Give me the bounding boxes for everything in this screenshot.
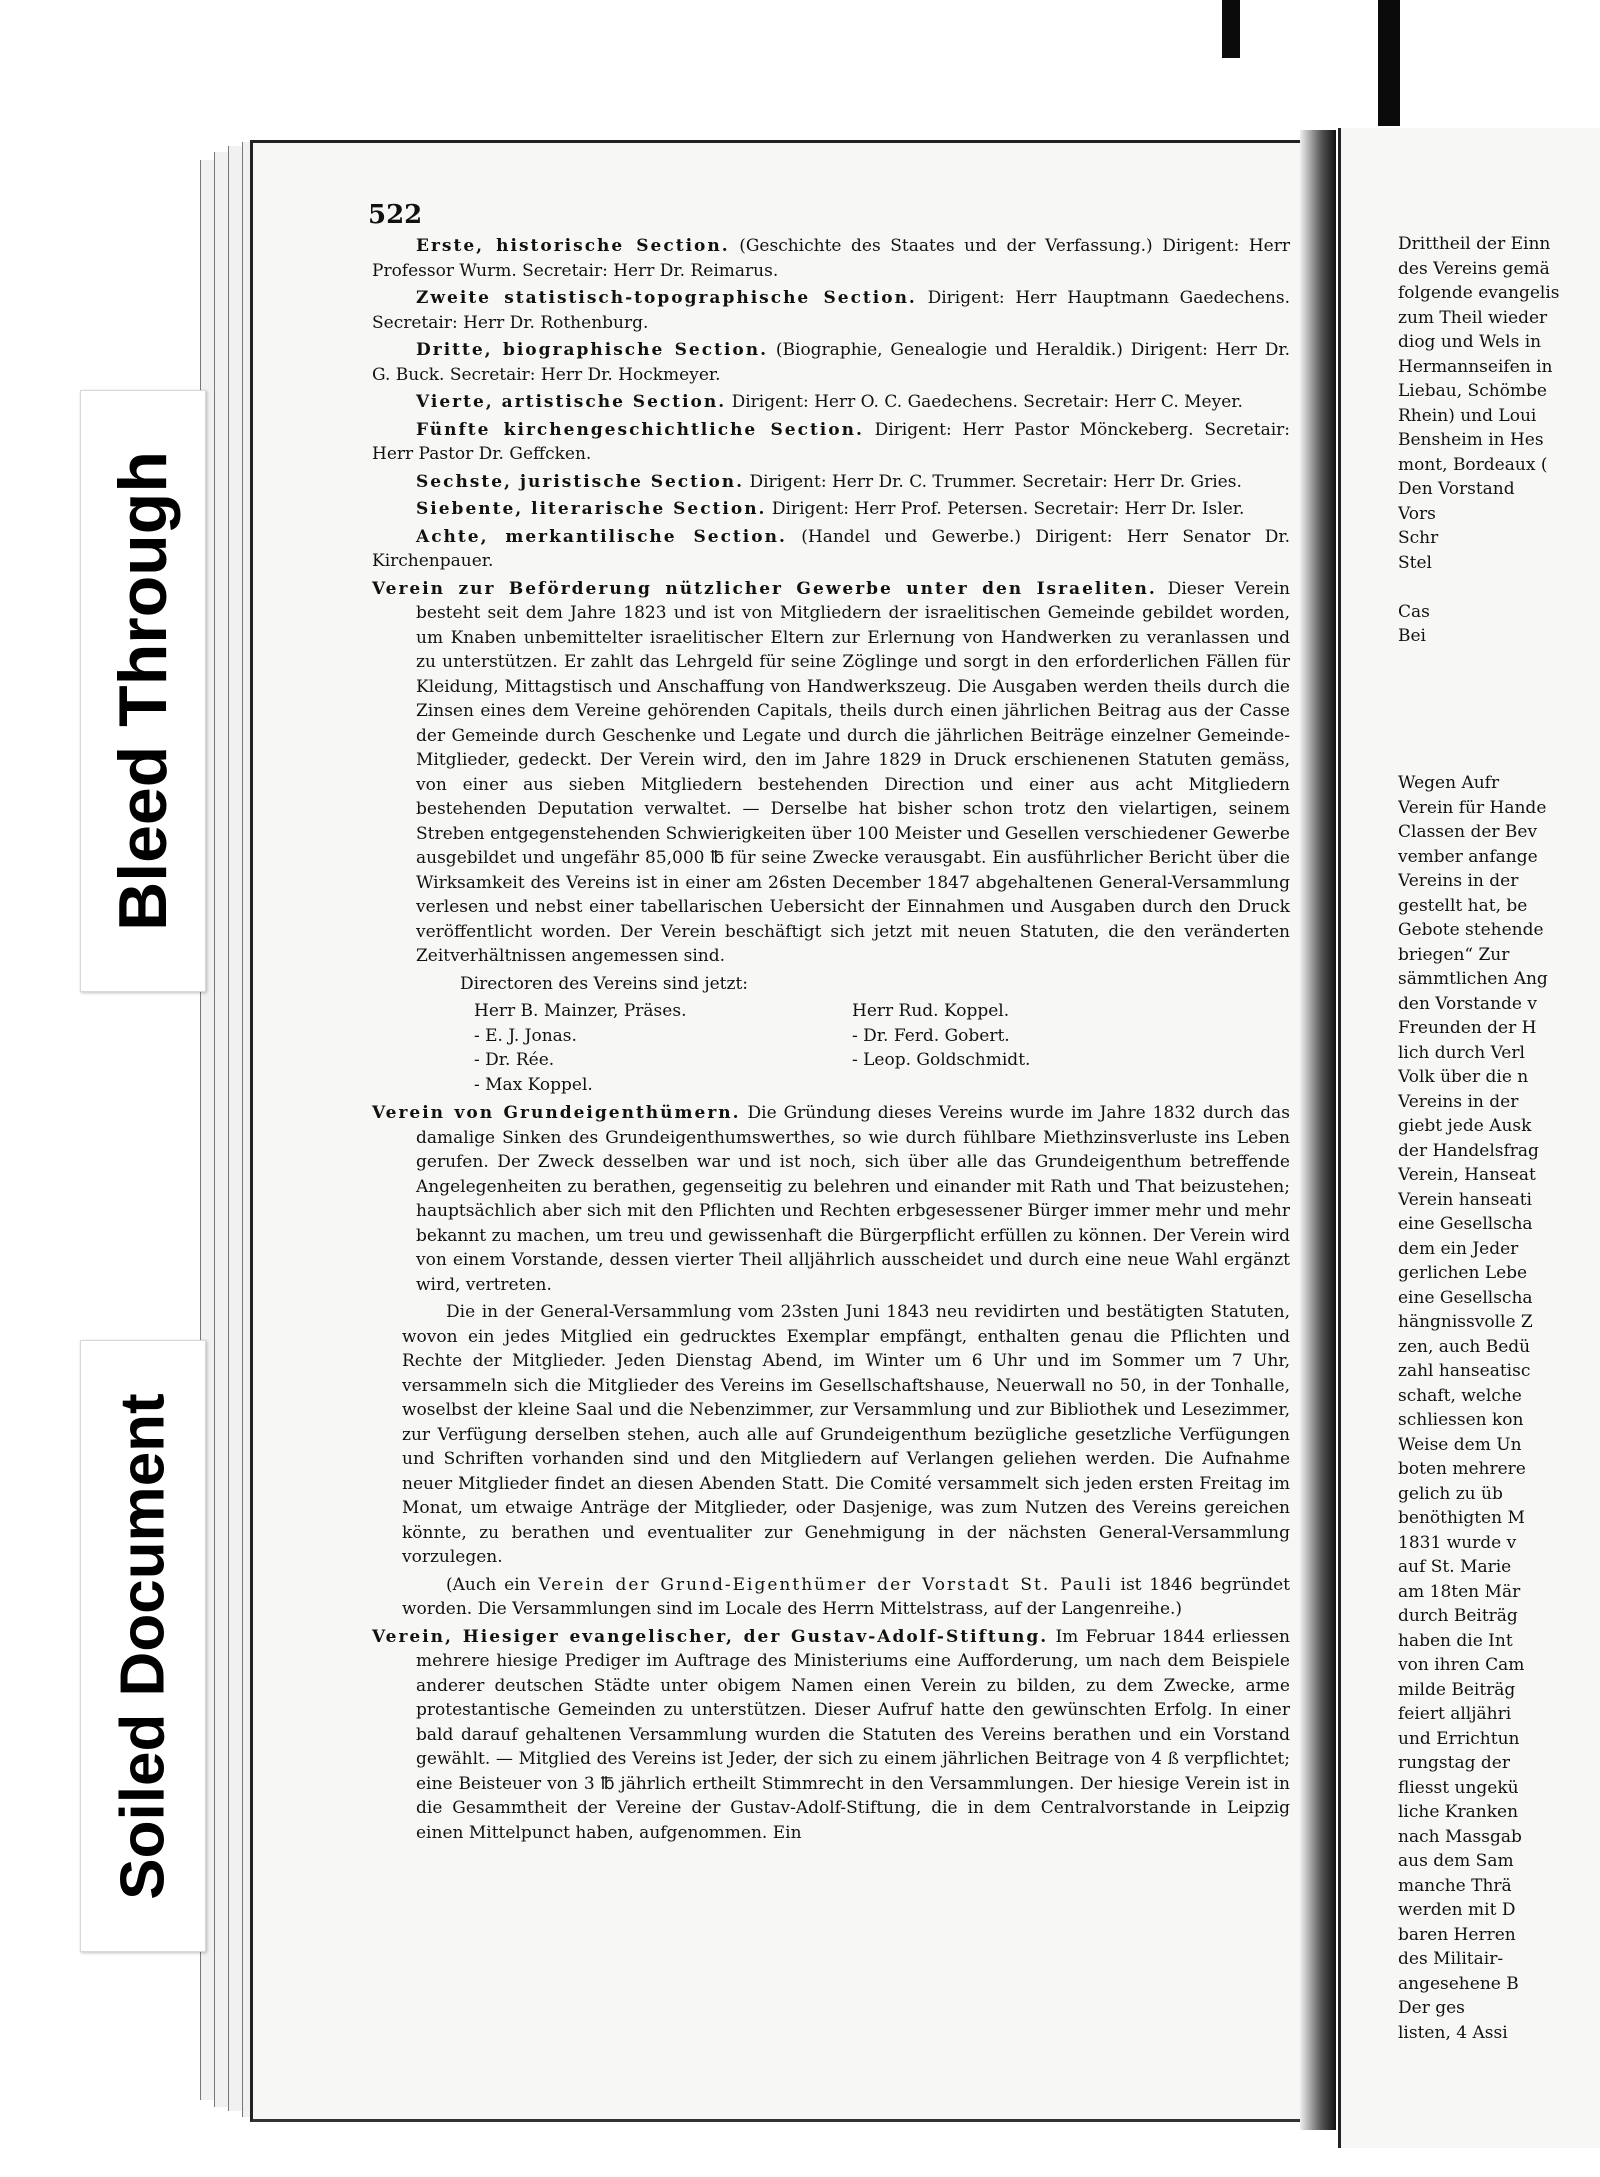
- right-page-line: vember anfange: [1398, 846, 1538, 867]
- right-page-line: eine Gesellscha: [1398, 1287, 1533, 1308]
- right-page-line: hängnissvolle Z: [1398, 1312, 1533, 1332]
- directors-list: [372, 999, 1290, 1097]
- bleed-through-label: Bleed Through: [105, 451, 182, 931]
- section-entry: [372, 525, 1290, 574]
- paragraph-text: (Auch ein: [446, 1574, 539, 1595]
- section-entry: [372, 338, 1290, 387]
- entry-body: Im Februar 1844 erliessen mehrere hiesige Prediger im Auftrage des Ministeriums eine Aufforderung, um nach dem Beispiele anderer deutschen Städte unter obigem Namen einen Verein zu bilden, zu dem Zwecke, arme protestantische Gemeinden zu unterstützen. Dieser Aufruf hatte den gewünschten Erfolg. In einer bald darauf gehaltenen Versammlung wurden die Statuten des Vereins berathen und ein Vorstand gewählt. — Mitglied des Vereins ist Jeder, der sich zu einem jährlichen Beitrage von 4 ß verpflichtet; eine Beisteuer von 3 ℔ jährlich ertheilt Stimmrecht in den Versammlungen. Der hiesige Verein ist in die Gesammtheit der Vereine der Gustav-Adolf-Stiftung, die in dem Centralvorstande in Leipzig einen Mittelpunct haben, aufgenommen. Ein: [416, 1626, 1290, 1843]
- section-title: Vierte, artistische Section.: [416, 392, 727, 412]
- right-page-line: zum Theil wieder: [1398, 307, 1548, 328]
- right-page-line: nach Massgab: [1398, 1826, 1522, 1847]
- right-page-line: gerlichen Lebe: [1398, 1263, 1528, 1283]
- right-page-line: Verein, Hanseat: [1398, 1165, 1536, 1185]
- section-details: (Handel und Gewerbe.) Dirigent: Herr Senator Dr. Kirchenpauer.: [372, 526, 1291, 571]
- right-page-line: 1831 wurde v: [1398, 1532, 1517, 1553]
- section-entry: [372, 234, 1290, 283]
- right-page-line: werden mit D: [1398, 1900, 1516, 1920]
- scanner-frame-top: [1222, 0, 1240, 58]
- right-page-line: fliesst ungekü: [1398, 1777, 1519, 1798]
- right-page-line: diog und Wels in: [1398, 332, 1542, 352]
- right-page-line: Verein hanseati: [1398, 1189, 1532, 1210]
- section-entry: [372, 390, 1290, 415]
- soiled-document-label: Soiled Document: [108, 1392, 178, 1900]
- directors-intro: Directoren des Vereins sind jetzt:: [460, 973, 749, 994]
- section-details: Dirigent: Herr Pastor Mönckeberg. Secretair: Herr Pastor Dr. Geffcken.: [372, 419, 1290, 464]
- right-page-line: des Militair-: [1398, 1949, 1504, 1969]
- right-page-line: benöthigten M: [1398, 1508, 1525, 1528]
- right-page-line: Den Vorstand: [1398, 479, 1515, 499]
- section-title: Fünfte kirchengeschichtliche Section.: [416, 419, 864, 440]
- page-text: [372, 234, 1290, 1848]
- section-details: (Geschichte des Staates und der Verfassung.) Dirigent: Herr Professor Wurm. Secretair: Herr Dr. Reimarus.: [372, 236, 1291, 281]
- right-page-line: briegen“ Zur: [1398, 944, 1510, 965]
- right-page-line: Vereins in der: [1398, 1091, 1519, 1112]
- book-gutter: [1300, 130, 1336, 2130]
- right-page-line: Liebau, Schömbe: [1398, 381, 1547, 401]
- right-page-line: Volk über die n: [1398, 1067, 1529, 1087]
- entry-paragraph: Die in der General-Versammlung vom 23sten Juni 1843 neu revidirten und bestätigten Statuten, wovon ein jedes Mitglied ein gedrucktes Exemplar empfängt, enthalten genau die Pflichten und Rechte der Mitglieder. Jeden Dienstag Abend, im Winter um 6 Uhr und im Sommer um 7 Uhr, versammeln sich die Mitglieder des Vereins im Gesellschaftshause, Neuerwall no 50, in der Tonhalle, woselbst der kleine Saal und die Nebenzimmer, zur Versammlung und zur Bibliothek und Lesezimmer, zur Verfügung derselben stehen, auch alle auf Grundeigenthum bezügliche gesetzliche Verfügungen und Schriften vorhanden sind und den Mitgliedern auf Verlangen geliehen werden. Die Aufnahme neuer Mitglieder findet an diesen Abenden Statt. Die Comité versammelt sich jeden ersten Freitag im Monat, um etwaige Anträge der Mitglieder, oder Dasjenige, was zum Nutzen des Vereins gereichen könnte, zu berathen und eventualiter zur Genehmigung in der nächsten General-Versammlung vorzulegen.: [402, 1302, 1290, 1567]
- right-page-line: aus dem Sam: [1398, 1851, 1514, 1871]
- right-page-line: des Vereins gemä: [1398, 258, 1550, 279]
- right-page-line: haben die Int: [1398, 1630, 1513, 1651]
- section-title: Sechste, juristische Section.: [416, 471, 745, 492]
- right-page-line: [1398, 575, 1600, 600]
- right-page-line: Gebote stehende: [1398, 920, 1544, 940]
- right-page-line: zen, auch Bedü: [1398, 1336, 1531, 1357]
- section-entry: [372, 286, 1290, 335]
- director-name: Herr B. Mainzer, Präses.: [474, 1001, 687, 1021]
- entry-body: Dieser Verein besteht seit dem Jahre 1823 und ist von Mitgliedern der israelitischen Gemeinde gebildet worden, um Knaben unbemittelter israelitischer Eltern zur Erlernung von Handwerken zu veranlassen und zu unterstützen. Er zahlt das Lehrgeld für seine Zöglinge und sorgt in den erforderlichen Fällen für Kleidung, Mittagstisch und Anschaffung von Handwerkszeug. Die Ausgaben werden theils durch die Zinsen eines dem Vereine gehörenden Capitals, theils durch einen jährlichen Beitrag aus der Casse der Gemeinde durch Geschenke und Legate und durch die jährlichen Beiträge einzelner Gemeinde-Mitglieder, gedeckt. Der Verein wird, den im Jahre 1829 in Druck erschienenen Statuten gemäss, von einer aus sieben Mitgliedern bestehenden Direction und einer aus acht Mitgliedern bestehenden Deputation verwaltet. — Derselbe hat bisher schon trotz den vielartigen, seinem Streben entgegenstehenden Schwierigkeiten über 100 Meister und Gesellen verschiedener Gewerbe ausgebildet und ungefähr 85,000 ℔ für seine Zwecke verausgabt. Ein ausführlicher Bericht über die Wirksamkeit des Vereins ist in einer am 26sten December 1847 abgehaltenen General-Versammlung verlesen und nebst einer tabellarischen Uebersicht der Einnahmen und Ausgaben durch den Druck veröffentlicht worden. Der Verein beschäftigt sich jetzt mit neuen Statuten, die den veränderten Zeitverhältnissen angemessen sind.: [416, 578, 1290, 966]
- right-page-line: [1398, 747, 1600, 772]
- paragraph-text: ist 1846 begründet worden. Die Versammlungen sind im Locale des Herrn Mittelstrass, auf der Langenreihe.): [402, 1574, 1290, 1619]
- right-page-line: milde Beiträg: [1398, 1679, 1516, 1700]
- section-details: (Biographie, Genealogie und Heraldik.) Dirigent: Herr Dr. G. Buck. Secretair: Herr Dr. Hockmeyer.: [372, 340, 1290, 385]
- right-page-line: listen, 4 Assi: [1398, 2022, 1508, 2043]
- right-page-line: eine Gesellscha: [1398, 1214, 1533, 1234]
- right-page-line: durch Beiträg: [1398, 1606, 1518, 1626]
- director-name: Herr Rud. Koppel.: [852, 1001, 1010, 1021]
- section-details: Dirigent: Herr Hauptmann Gaedechens. Secretair: Herr Dr. Rothenburg.: [372, 288, 1291, 333]
- paragraph-highlight: Verein der Grund-Eigenthümer der Vorstadt St. Pauli: [538, 1574, 1113, 1595]
- section-entry: [372, 470, 1290, 495]
- right-page-line: Stel: [1398, 552, 1432, 573]
- section-title: Siebente, literarische Section.: [416, 499, 767, 519]
- section-details: Dirigent: Herr Dr. C. Trummer. Secretair: Herr Dr. Gries.: [744, 471, 1242, 492]
- right-page-line: Vereins in der: [1398, 871, 1519, 891]
- section-entry: [372, 497, 1290, 522]
- right-page-line: schliessen kon: [1398, 1410, 1524, 1430]
- right-page-line: folgende evangelis: [1398, 283, 1560, 303]
- right-page-line: auf St. Marie: [1398, 1557, 1512, 1577]
- director-name: - Dr. Rée.: [474, 1050, 555, 1070]
- entry-grundeigenthuemer: [372, 1101, 1290, 1297]
- right-page-line: [1398, 722, 1600, 747]
- right-page-line: Classen der Bev: [1398, 822, 1538, 842]
- right-page-line: manche Thrä: [1398, 1875, 1512, 1896]
- right-page-line: Hermannseifen in: [1398, 356, 1553, 377]
- right-page-line: Bei: [1398, 626, 1426, 646]
- scanner-frame-right: [1378, 0, 1400, 126]
- right-page-text: [1398, 232, 1600, 2045]
- director-name-empty: [852, 1073, 1290, 1098]
- right-page-line: Freunden der H: [1398, 1018, 1537, 1038]
- right-page-line: boten mehrere: [1398, 1459, 1526, 1479]
- right-page-line: giebt jede Ausk: [1398, 1116, 1532, 1136]
- entry-gustav-adolf: [372, 1625, 1290, 1846]
- director-name: - E. J. Jonas.: [474, 1025, 577, 1046]
- entry-heading: Verein zur Beförderung nützlicher Gewerbe unter den Israeliten.: [372, 578, 1157, 599]
- right-page-line: Der ges: [1398, 1998, 1465, 2018]
- section-details: Dirigent: Herr Prof. Petersen. Secretair: Herr Dr. Isler.: [766, 499, 1245, 519]
- right-page-line: und Errichtun: [1398, 1728, 1520, 1749]
- right-page-line: den Vorstande v: [1398, 993, 1537, 1014]
- page-number: 522: [368, 200, 423, 230]
- section-title: Dritte, biographische Section.: [416, 340, 769, 360]
- section-entry: [372, 418, 1290, 467]
- right-page-line: baren Herren: [1398, 1924, 1516, 1945]
- right-page-line: [1398, 698, 1600, 723]
- right-page-line: gelich zu üb: [1398, 1483, 1503, 1504]
- section-title: Zweite statistisch-topographische Section.: [416, 288, 917, 308]
- director-name: - Dr. Ferd. Gobert.: [852, 1025, 1010, 1046]
- right-page-line: Wegen Aufr: [1398, 773, 1500, 793]
- right-page-line: angesehene B: [1398, 1973, 1519, 1994]
- right-page-line: mont, Bordeaux (: [1398, 454, 1548, 475]
- entry-paragraph: [372, 1573, 1290, 1622]
- right-page-line: Weise dem Un: [1398, 1434, 1522, 1455]
- right-page-line: Drittheil der Einn: [1398, 234, 1551, 254]
- right-page-line: Cas: [1398, 601, 1430, 622]
- right-page-line: [1398, 649, 1600, 674]
- right-page-line: der Handelsfrag: [1398, 1140, 1539, 1161]
- right-page-line: gestellt hat, be: [1398, 895, 1528, 916]
- right-page-line: zahl hanseatisc: [1398, 1361, 1531, 1381]
- right-page-line: dem ein Jeder: [1398, 1238, 1519, 1259]
- right-page-line: lich durch Verl: [1398, 1042, 1525, 1063]
- right-page-line: Bensheim in Hes: [1398, 430, 1544, 450]
- right-page-line: am 18ten Mär: [1398, 1581, 1521, 1602]
- right-page-line: Schr: [1398, 528, 1439, 548]
- right-page-line: schaft, welche: [1398, 1385, 1522, 1406]
- right-page-line: sämmtlichen Ang: [1398, 969, 1548, 989]
- right-page-line: Verein für Hande: [1398, 797, 1547, 818]
- section-details: Dirigent: Herr O. C. Gaedechens. Secretair: Herr C. Meyer.: [726, 392, 1243, 412]
- entry-heading: Verein, Hiesiger evangelischer, der Gustav-Adolf-Stiftung.: [372, 1626, 1049, 1647]
- section-title: Erste, historische Section.: [416, 236, 730, 256]
- right-page-line: Rhein) und Loui: [1398, 405, 1537, 426]
- soiled-document-tag: [80, 1340, 206, 1952]
- right-page-line: rungstag der: [1398, 1753, 1510, 1773]
- entry-body: Die Gründung dieses Vereins wurde im Jahre 1832 durch das damalige Sinken des Grundeigenthumswerthes, so wie durch fühlbare Miethzinsverluste ins Leben gerufen. Der Zweck desselben war und ist noch, sich über alle das Grundeigenthum betreffende Angelegenheiten zu berathen, gegenseitig zu belehren und einander mit Rath und That beizustehen; hauptsächlich aber sich mit den Pflichten und Rechten erbgesessener Bürger immer mehr und mehr bekannt zu machen, um treu und gewissenhaft die Bürgerpflicht erfüllen zu können. Der Verein wird von einem Vorstande, dessen vierter Theil alljährlich ausscheidet und durch eine neue Wahl ergänzt wird, vertreten.: [416, 1103, 1290, 1295]
- bleed-through-tag: [80, 390, 206, 992]
- director-name: - Max Koppel.: [474, 1074, 593, 1095]
- director-name: - Leop. Goldschmidt.: [852, 1050, 1031, 1070]
- entry-israeliten: [372, 577, 1290, 969]
- right-page-line: liche Kranken: [1398, 1802, 1519, 1822]
- right-page-line: feiert alljähri: [1398, 1704, 1512, 1724]
- right-page-line: Vors: [1398, 503, 1436, 524]
- entry-heading: Verein von Grundeigenthümern.: [372, 1103, 741, 1123]
- right-page-line: von ihren Cam: [1398, 1655, 1525, 1675]
- right-page-line: [1398, 673, 1600, 698]
- section-title: Achte, merkantilische Section.: [416, 526, 787, 547]
